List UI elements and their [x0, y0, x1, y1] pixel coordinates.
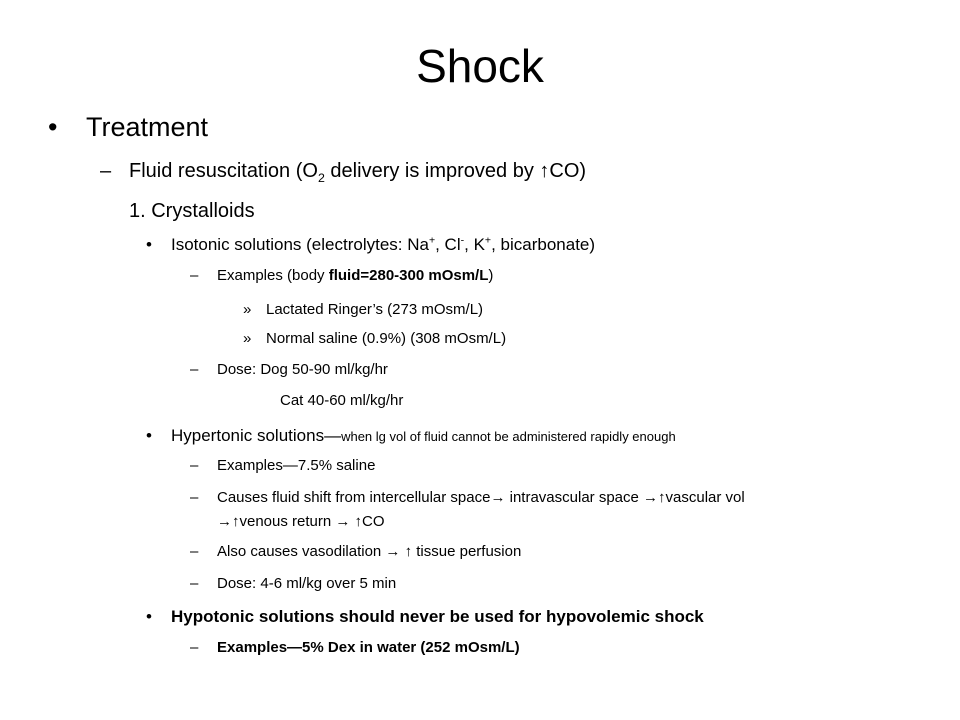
lactated-ringers: Lactated Ringer’s (273 mOsm/L): [266, 301, 484, 318]
isotonic-text: , K: [464, 235, 485, 254]
dash-icon: –: [190, 361, 199, 378]
bullet-icon: •: [146, 235, 152, 254]
slide-title: Shock: [416, 40, 544, 92]
hypotonic-warning: Hypotonic solutions should never be used for hypovolemic shock: [171, 607, 704, 626]
hypertonic-text: Hypertonic solutions—: [171, 426, 342, 445]
causes-fluid-shift-cont: →↑venous return → ↑CO: [217, 513, 385, 530]
bullet-icon: •: [146, 607, 152, 626]
hypertonic-dose: Dose: 4-6 ml/kg over 5 min: [217, 575, 397, 592]
examples-text: ): [488, 267, 494, 284]
fluid-text-pre: Fluid resuscitation (O: [129, 160, 318, 182]
normal-saline: Normal saline (0.9%) (308 mOsm/L): [266, 330, 507, 347]
bullet-icon: •: [146, 426, 152, 445]
dash-icon: –: [190, 489, 199, 506]
isotonic-text: , Cl: [435, 235, 461, 254]
crystalloids-heading: 1. Crystalloids: [129, 200, 255, 222]
superscript: +: [484, 234, 492, 247]
hypertonic-solutions: [171, 426, 676, 446]
dose-cat: Cat 40-60 ml/kg/hr: [280, 392, 404, 409]
dash-icon: –: [100, 160, 112, 182]
dose-dog: Dose: Dog 50-90 ml/kg/hr: [217, 361, 388, 378]
fluid-text-post: delivery is improved by ↑CO): [324, 160, 587, 182]
dash-icon: –: [190, 267, 199, 284]
hypertonic-note: when lg vol of fluid cannot be administered rapidly enough: [341, 429, 676, 444]
chevron-icon: »: [243, 301, 252, 318]
dash-icon: –: [190, 543, 199, 560]
examples-bold: fluid=280-300 mOsm/L: [328, 267, 489, 284]
heading-treatment: Treatment: [86, 112, 209, 142]
hypotonic-examples: Examples—5% Dex in water (252 mOsm/L): [217, 639, 520, 656]
causes-fluid-shift: Causes fluid shift from intercellular space→ intravascular space →↑vascular vol: [217, 489, 745, 506]
superscript: -: [460, 234, 465, 247]
chevron-icon: »: [243, 330, 252, 347]
superscript: +: [428, 234, 436, 247]
isotonic-text: Isotonic solutions (electrolytes: Na: [171, 235, 429, 254]
bullet-icon: •: [48, 112, 58, 142]
dash-icon: –: [190, 639, 199, 656]
isotonic-text: , bicarbonate): [491, 235, 596, 254]
isotonic-solutions: [171, 235, 595, 255]
examples-text: Examples (body: [217, 267, 329, 284]
dash-icon: –: [190, 457, 199, 474]
hypertonic-examples: Examples—7.5% saline: [217, 457, 376, 474]
examples-body-fluid: [217, 267, 493, 284]
dash-icon: –: [190, 575, 199, 592]
vasodilation: Also causes vasodilation → ↑ tissue perfusion: [217, 543, 522, 560]
fluid-resuscitation: [129, 160, 586, 183]
fluid-subscript: 2: [317, 171, 325, 185]
